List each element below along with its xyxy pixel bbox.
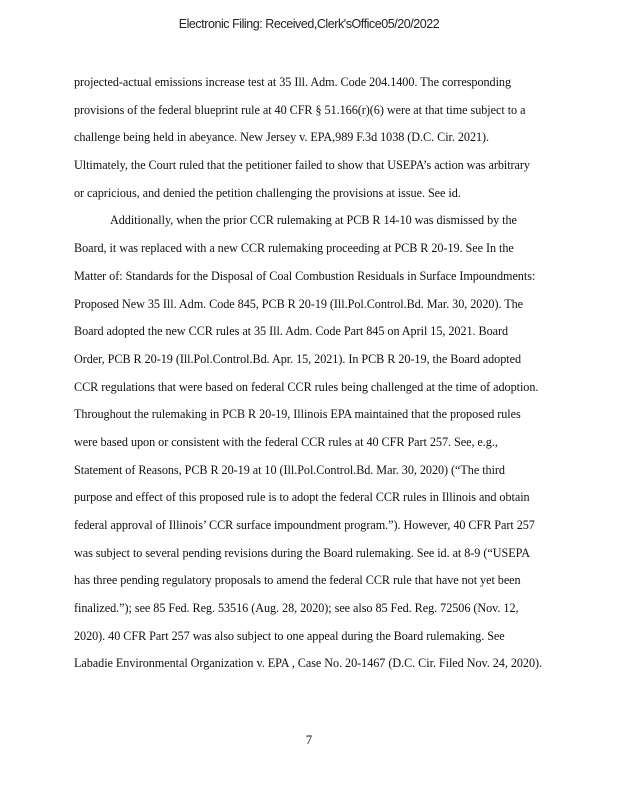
text-line: Throughout the rulemaking in PCB R 20-19, Illinois EPA maintained that the proposed rules (74, 407, 521, 422)
document-body (74, 69, 554, 678)
paragraph-first-line: Additionally, when the prior CCR rulemaking at PCB R 14-10 was dismissed by the (110, 213, 517, 228)
text-line: Matter of: Standards for the Disposal of Coal Combustion Residuals in Surface Impoundments: (74, 268, 536, 283)
text-line: was subject to several pending revisions during the Board rulemaking. See id. at 8-9 (“USEPA (74, 545, 530, 560)
text-line: provisions of the federal blueprint rule at 40 CFR § 51.166(r)(6) were at that time subject to a (74, 102, 526, 117)
text-line: Statement of Reasons, PCB R 20-19 at 10 (Ill.Pol.Control.Bd. Mar. 30, 2020) (“The third (74, 462, 505, 477)
text-line: Order, PCB R 20-19 (Ill.Pol.Control.Bd. Apr. 15, 2021). In PCB R 20-19, the Board adopted (74, 351, 522, 366)
text-line: projected-actual emissions increase test at 35 Ill. Adm. Code 204.1400. The corresponding (74, 75, 512, 89)
text-line: federal approval of Illinois’ CCR surface impoundment program.”). However, 40 CFR Part 257 (74, 518, 535, 532)
text-line: Proposed New 35 Ill. Adm. Code 845, PCB R 20-19 (Ill.Pol.Control.Bd. Mar. 30, 2020). The (74, 296, 524, 311)
text-line: 2020). 40 CFR Part 257 was also subject to one appeal during the Board rulemaking. See (74, 628, 505, 643)
text-line: Labadie Environmental Organization v. EPA , Case No. 20-1467 (D.C. Cir. Filed Nov. 24, 2020). (74, 656, 543, 671)
text-line: Board, it was replaced with a new CCR rulemaking proceeding at PCB R 20-19. See In the (74, 241, 514, 256)
filing-stamp-header: Electronic Filing: Received,Clerk'sOffice05/20/2022 (178, 17, 440, 31)
text-line: purpose and effect of this proposed rule is to adopt the federal CCR rules in Illinois and obtain (74, 490, 530, 505)
text-line: Board adopted the new CCR rules at 35 Ill. Adm. Code Part 845 on April 15, 2021. Board (74, 324, 509, 339)
text-line: has three pending regulatory proposals to amend the federal CCR rule that have not yet been (74, 573, 521, 588)
text-line: CCR regulations that were based on federal CCR rules being challenged at the time of adoption. (74, 379, 539, 394)
text-line: challenge being held in abeyance. New Jersey v. EPA,989 F.3d 1038 (D.C. Cir. 2021). (74, 130, 490, 145)
text-line: were based upon or consistent with the federal CCR rules at 40 CFR Part 257. See, e.g., (74, 434, 498, 449)
text-line: Ultimately, the Court ruled that the petitioner failed to show that USEPA’s action was arbitrary (74, 158, 530, 173)
page-number: 7 (305, 733, 313, 747)
text-line: or capricious, and denied the petition challenging the provisions at issue. See id. (74, 185, 461, 200)
text-line: finalized.”); see 85 Fed. Reg. 53516 (Aug. 28, 2020); see also 85 Fed. Reg. 72506 (Nov. 12, (74, 601, 519, 616)
